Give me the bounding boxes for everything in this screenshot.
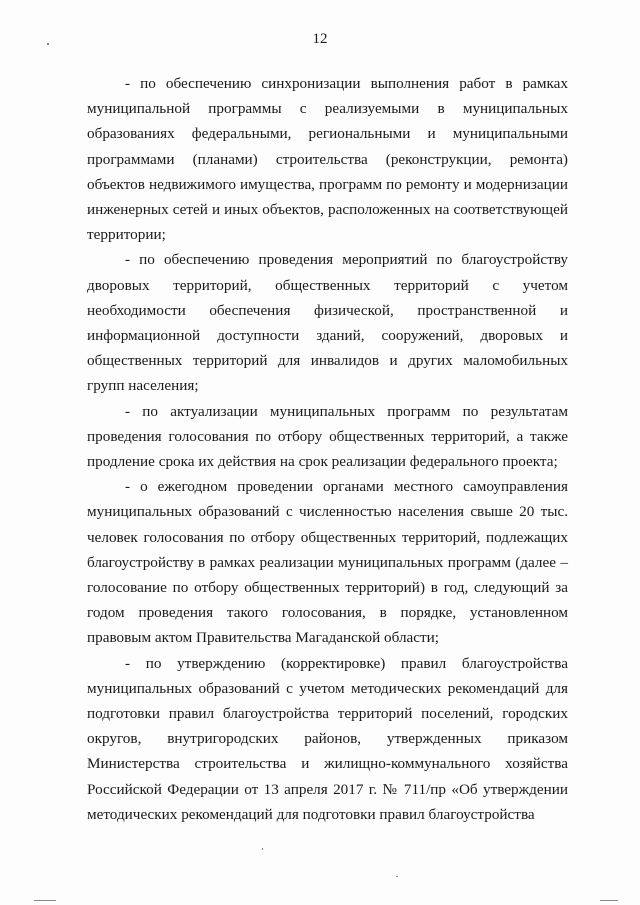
paragraph-improvement-rules: - по утверждению (корректировке) правил благоустройства муниципальных образований с учетом методических рекомендаций для подготовки правил благоустройства территорий поселений, городских округов, внутригородских районов, утвержденных приказом Министерства строительства и жилищно-коммунального хозяйства Российской Федерации от 13 апреля 2017 г. № 711/пр «Об утверждении методических рекомендаций для подготовки правил благоустройства bbox=[87, 654, 568, 823]
scan-speck bbox=[262, 848, 263, 850]
scan-edge-mark bbox=[34, 900, 56, 901]
paragraph-annual-voting: - о ежегодном проведении органами местного самоуправления муниципальных образований с численностью населения свыше 20 тыс. человек голосования по отбору общественных территорий, подлежащих благоустройству в рамках реализации муниципальных программ (далее – голосование по отбору общественных территорий) в год, следующий за годом проведения такого голосования, в порядке, установленном правовым актом Правительства Магаданской области; bbox=[87, 478, 568, 647]
document-body bbox=[87, 71, 568, 827]
paragraph-accessibility: - по обеспечению проведения мероприятий по благоустройству дворовых территорий, общественных территорий с учетом необходимости обеспечения физической, пространственной и информационной доступности зданий, сооружений, дворовых и общественных территорий для инвалидов и других маломобильных групп населения; bbox=[87, 251, 568, 395]
paragraph-synchronization: - по обеспечению синхронизации выполнения работ в рамках муниципальной программы с реализуемыми в муниципальных образованиях федеральными, региональными и муниципальными программами (планами) строительства (реконструкции, ремонта) объектов недвижимого имущества, программ по ремонту и модернизации инженерных сетей и иных объектов, расположенных на соответствующей территории; bbox=[87, 75, 568, 244]
paragraph-program-update: - по актуализации муниципальных программ по результатам проведения голосования по отбору общественных территорий, а также продление срока их действия на срок реализации федерального проекта; bbox=[87, 402, 568, 471]
scan-edge-mark bbox=[600, 900, 618, 901]
scan-speck bbox=[396, 876, 398, 877]
scan-speck bbox=[47, 43, 49, 45]
page-number: 12 bbox=[312, 31, 328, 47]
